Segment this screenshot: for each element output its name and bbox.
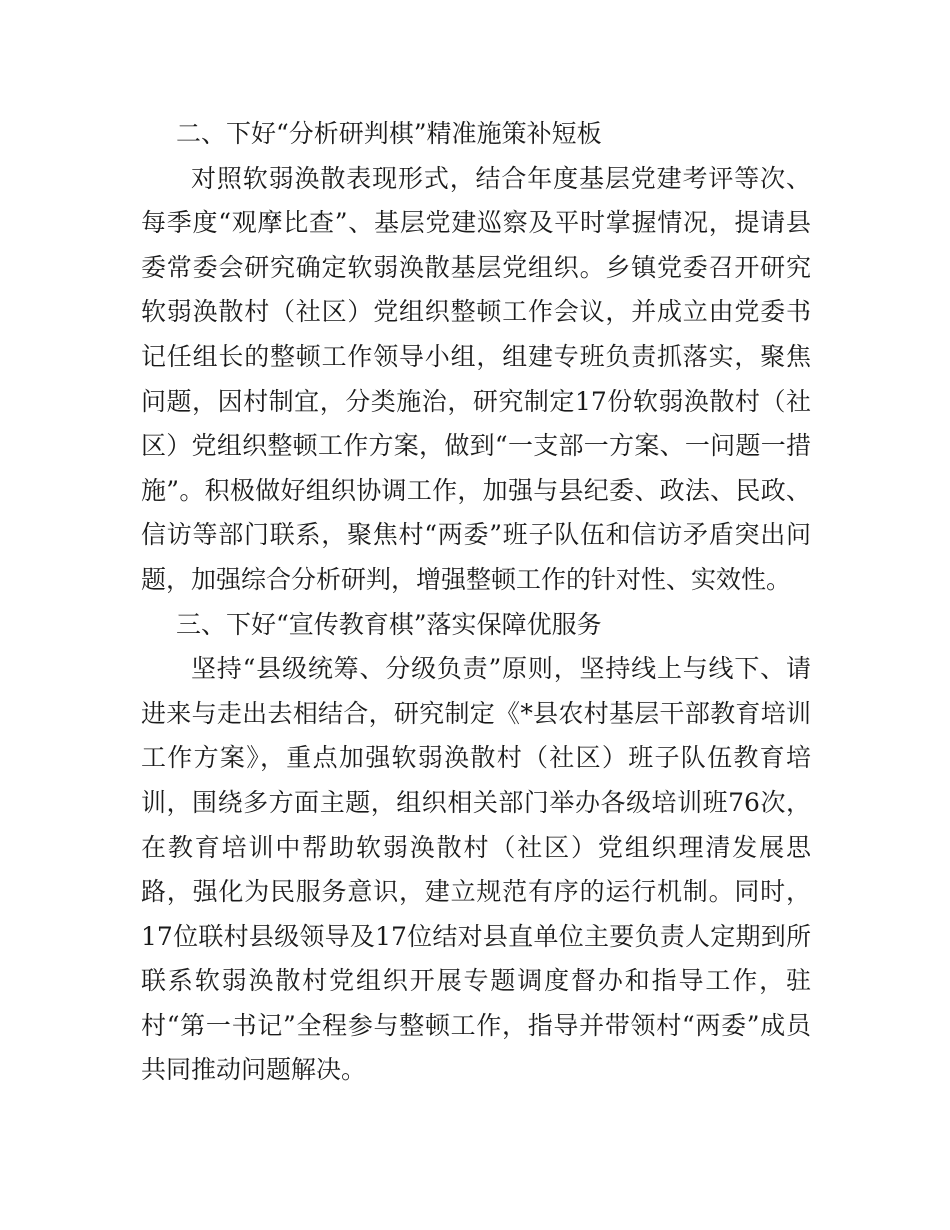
section-paragraph-2: 对照软弱涣散表现形式，结合年度基层党建考评等次、每季度“观摩比查”、基层党建巡察及平时掌握情况，提请县委常委会研究确定软弱涣散基层党组织。乡镇党委召开研究软弱涣散村（社区）党组织整顿工作会议，并成立由党委书记任组长的整顿工作领导小组，组建专班负责抓落实，聚焦问题，因村制宜，分类施治，研究制定17份软弱涣散村（社区）党组织整顿工作方案，做到“一支部一方案、一问题一措施”。积极做好组织协调工作，加强与县纪委、政法、民政、信访等部门联系，聚焦村“两委”班子队伍和信访矛盾突出问题，加强综合分析研判，增强整顿工作的针对性、实效性。 xyxy=(141,163,811,594)
section-heading-2: 二、下好“分析研判棋”精准施策补短板 xyxy=(176,119,602,148)
section-heading-3: 三、下好“宣传教育棋”落实保障优服务 xyxy=(176,609,602,639)
document-body xyxy=(141,112,811,1093)
section-paragraph-3: 坚持“县级统筹、分级负责”原则，坚持线上与线下、请进来与走出去相结合，研究制定《*县农村基层干部教育培训工作方案》，重点加强软弱涣散村（社区）班子队伍教育培训，围绕多方面主题，组织相关部门举办各级培训班76次，在教育培训中帮助软弱涣散村（社区）党组织理清发展思路，强化为民服务意识，建立规范有序的运行机制。同时，17位联村县级领导及17位结对县直单位主要负责人定期到所联系软弱涣散村党组织开展专题调度督办和指导工作，驻村“第一书记”全程参与整顿工作，指导并带领村“两委”成员共同推动问题解决。 xyxy=(141,654,811,1085)
